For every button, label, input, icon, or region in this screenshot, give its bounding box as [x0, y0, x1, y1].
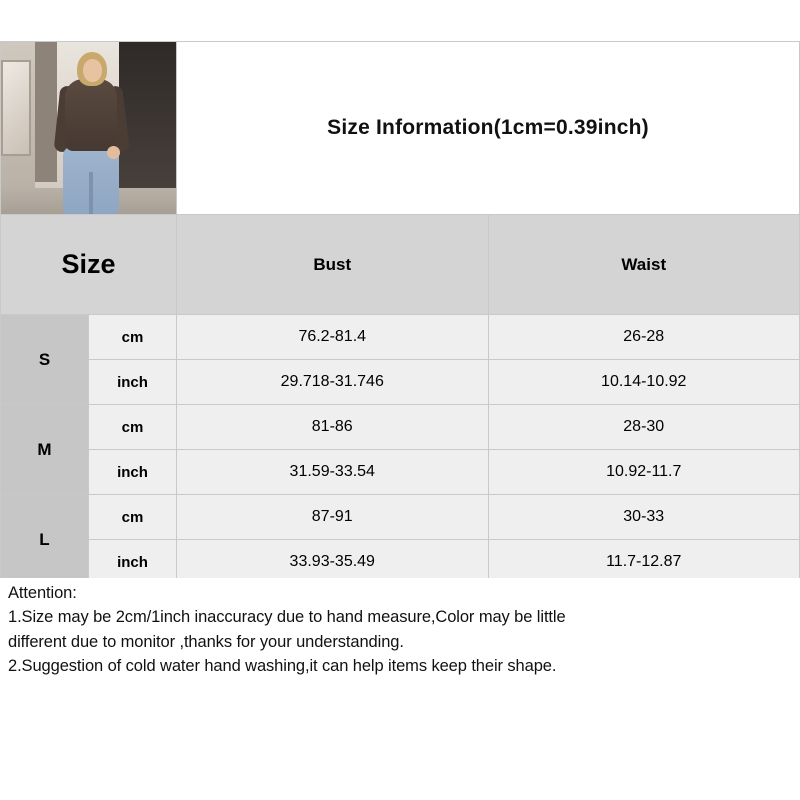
bust-value-m-cm: 81-86	[177, 405, 489, 450]
bust-value-l-inch: 33.93-35.49	[177, 540, 489, 585]
unit-cell-l-cm: cm	[89, 495, 177, 540]
product-photo-cell	[1, 42, 177, 215]
photo-model-jeans-seam	[89, 172, 93, 214]
waist-value-s-cm: 26-28	[488, 315, 800, 360]
table-title-row	[1, 42, 800, 215]
unit-cell-m-cm: cm	[89, 405, 177, 450]
header-size	[1, 215, 177, 315]
size-label-s: S	[1, 315, 89, 405]
unit-cell-s-cm: cm	[89, 315, 177, 360]
unit-cell-l-inch: inch	[89, 540, 177, 585]
bust-value-l-cm: 87-91	[177, 495, 489, 540]
size-information-table	[0, 41, 800, 585]
bust-value-s-inch: 29.718-31.746	[177, 360, 489, 405]
size-chart-container	[0, 41, 800, 585]
size-information-title-cell	[177, 42, 800, 215]
photo-window-glass	[1, 60, 31, 156]
photo-model-face	[83, 59, 102, 82]
unit-cell-m-inch: inch	[89, 450, 177, 495]
attention-line-1: 1.Size may be 2cm/1inch inaccuracy due to hand measure,Color may be little	[8, 608, 566, 627]
photo-doorframe	[35, 42, 57, 182]
table-row	[1, 495, 800, 540]
attention-heading: Attention:	[8, 584, 77, 602]
bust-value-m-inch: 31.59-33.54	[177, 450, 489, 495]
attention-line-2: different due to monitor ,thanks for your understanding.	[8, 632, 404, 651]
photo-model-brown-top	[65, 79, 117, 151]
attention-block	[0, 578, 800, 680]
table-row	[1, 360, 800, 405]
header-waist-label: Waist	[621, 254, 667, 274]
size-label-l: L	[1, 495, 89, 585]
photo-dark-doorway	[119, 42, 176, 202]
table-row	[1, 450, 800, 495]
product-photo-model-wearing-brown-top	[1, 42, 176, 214]
waist-value-l-cm: 30-33	[488, 495, 800, 540]
table-row	[1, 405, 800, 450]
table-header-row	[1, 215, 800, 315]
attention-line-3: 2.Suggestion of cold water hand washing,it can help items keep their shape.	[8, 657, 557, 676]
header-size-label: Size	[61, 249, 116, 279]
size-label-m: M	[1, 405, 89, 495]
bust-value-s-cm: 76.2-81.4	[177, 315, 489, 360]
header-bust-label: Bust	[313, 254, 352, 274]
unit-cell-s-inch: inch	[89, 360, 177, 405]
waist-value-l-inch: 11.7-12.87	[488, 540, 800, 585]
table-row	[1, 315, 800, 360]
photo-model-hand	[107, 146, 120, 159]
waist-value-m-cm: 28-30	[488, 405, 800, 450]
header-bust	[177, 215, 489, 315]
page-title: Size Information(1cm=0.39inch)	[327, 116, 649, 139]
waist-value-m-inch: 10.92-11.7	[488, 450, 800, 495]
header-waist	[488, 215, 800, 315]
waist-value-s-inch: 10.14-10.92	[488, 360, 800, 405]
